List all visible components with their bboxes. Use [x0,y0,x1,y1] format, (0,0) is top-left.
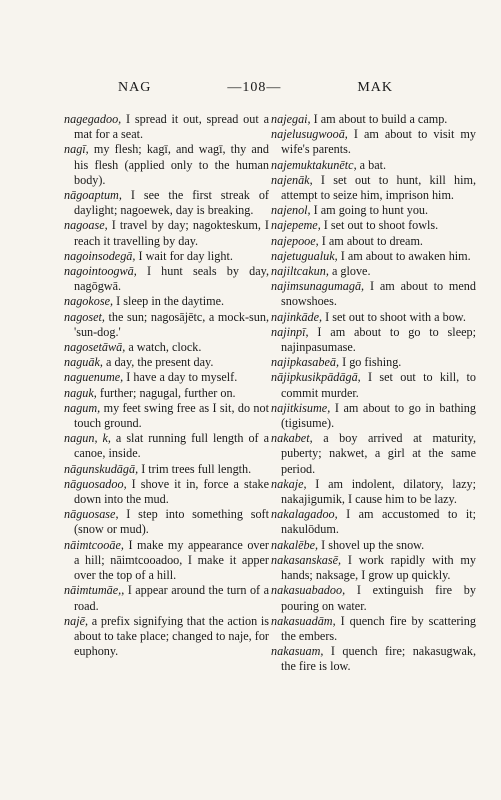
dictionary-entry [271,355,476,370]
entry-headword: nagoase, [64,218,108,233]
dictionary-entry [64,431,269,461]
entry-definition: I am about to awaken him. [337,248,471,263]
dictionary-entry [271,173,476,203]
entry-definition: I am about to visit my wife's parents. [281,127,476,157]
entry-headword: nagointoogwā, [64,264,137,279]
dictionary-entry [271,644,476,674]
entry-headword: najepeme, [271,218,321,233]
entry-headword: nājipkusikpādāgā, [271,370,361,385]
dictionary-entry [64,507,269,537]
entry-headword: najinpī, [271,324,309,339]
entry-headword: nagosetāwā, [64,340,126,355]
entry-definition: I hunt seals by day, nagōgwā. [74,264,269,294]
entry-definition: further; nagugal, further on. [96,385,236,400]
entry-headword: naguenume, [64,370,124,385]
dictionary-entry [271,264,476,279]
dictionary-entry [271,325,476,355]
dictionary-entry [64,340,269,355]
entry-definition: my flesh; kagī, and wagī, thy and his flesh (applied only to the human body). [74,142,269,187]
dictionary-entry [64,401,269,431]
entry-headword: nakaje, [271,476,307,491]
dictionary-entry [271,249,476,264]
entry-headword: naguk, [64,385,97,400]
entry-definition: I shovel up the snow. [318,537,425,552]
entry-headword: najenol, [271,203,311,218]
entry-definition: I travel by day; nagokteskum, I reach it travelling by day. [74,218,269,248]
entry-definition: I work rapidly with my hands; naksage, I grow up quickly. [281,552,476,583]
entry-headword: nagegadoo, [64,112,122,126]
entry-definition: I sleep in the daytime. [113,294,225,309]
entry-definition: my feet swing free as I sit, do not touch ground. [74,400,269,431]
entry-definition: the sun; nagosājētc, a mock-sun, 'sun-dog.' [74,309,269,339]
entry-definition: I am about to go in bathing (tigisume). [281,400,476,431]
entry-headword: nakalēbe, [271,537,319,552]
page-header [118,80,393,96]
entry-definition: I set out to kill, to commit murder. [281,370,476,400]
entry-definition: I wait for day light. [135,248,233,263]
entry-definition: , I appear around the turn of a road. [74,583,269,613]
entry-headword: najiltcakun, [271,264,329,279]
entry-definition: I extinguish fire by pouring on water. [281,583,476,613]
entry-definition: I am accustomed to it; nakulōdum. [281,507,476,537]
entry-headword: nāguosadoo, [64,476,127,491]
entry-headword: nagun, k, [64,431,111,446]
entry-definition: I quench fire; nakasugwak, the fire is low. [281,644,476,674]
entry-definition: I have a day to myself. [123,370,238,385]
entry-headword: nāimtumāe, [64,583,122,598]
entry-headword: najitkisume, [271,400,331,415]
dictionary-entry [64,583,269,613]
entry-headword: najipkasabeā, [271,355,340,370]
entry-definition: I make my appearance over a hill; nāimtcooadoo, I make it apper over the top of a hill. [74,537,269,583]
dictionary-entry [64,294,269,309]
dictionary-entry [64,218,269,248]
dictionary-entry [64,112,269,142]
entry-headword: nakasanskasē, [271,552,342,567]
entry-headword: nāimtcooāe, [64,537,124,552]
dictionary-entry [271,158,476,173]
dictionary-entry [64,142,269,188]
dictionary-entry [271,583,476,613]
entry-headword: najemuktakunētc, [271,157,357,172]
entry-definition: a watch, clock. [125,340,202,355]
entry-definition: a slat running full length of a canoe, inside. [74,431,269,461]
dictionary-entry [64,310,269,340]
entry-definition: I am about to build a camp. [310,112,448,126]
dictionary-entry [271,401,476,431]
dictionary-entry [271,431,476,477]
entry-headword: nakasuadām, [271,613,336,628]
entry-headword: nakasuam, [271,644,324,659]
dictionary-entry [271,203,476,218]
entry-headword: nāgunskudāgā, [64,461,139,476]
entry-definition: a prefix signifying that the action is about to take place; changed to naje, for euphony. [74,613,269,659]
entry-definition: I shove it in, force a stake down into the mud. [74,476,269,507]
entry-headword: naguāk, [64,355,103,370]
entry-headword: nakasuabadoo, [271,583,346,598]
entry-definition: I quench fire by scattering the embers. [281,613,476,643]
entry-headword: nagum, [64,400,101,415]
dictionary-entry [271,614,476,644]
entry-definition: I set out to shoot with a bow. [322,309,466,324]
entry-definition: a glove. [328,264,371,279]
dictionary-entry [271,127,476,157]
entry-definition: I set out to hunt, kill him, attempt to seize him, imprison him. [281,172,476,203]
dictionary-entry [64,249,269,264]
dictionary-entry [64,462,269,477]
page-number: —108— [227,80,282,95]
dictionary-entry [271,507,476,537]
dictionary-entry [271,538,476,553]
entry-headword: najelusugwooā, [271,127,348,142]
entry-headword: najegai, [271,112,311,126]
entry-definition: I step into something soft (snow or mud). [74,507,269,537]
dictionary-entry [271,279,476,309]
entry-definition: a day, the present day. [102,355,214,370]
entry-definition: I am about to dream. [318,233,423,248]
entry-headword: nagoset, [64,309,105,324]
header-right-guide-word: MAK [357,80,393,95]
entry-definition: I go fishing. [339,355,402,370]
entry-headword: najenāk, [271,172,313,187]
dictionary-entry [271,370,476,400]
entry-definition: I am going to hunt you. [310,203,429,218]
entry-headword: najinkāde, [271,309,323,324]
entry-definition: I spread it out, spread out a mat for a seat. [74,112,269,142]
dictionary-entry [64,370,269,385]
entry-definition: a boy arrived at maturity, puberty; nakwet, a girl at the same period. [281,431,476,476]
entry-definition: I am about to go to sleep; najinpasumase. [281,324,476,355]
entry-definition: I see the first streak of daylight; nagoewek, day is breaking. [74,188,269,218]
entry-headword: nakabet, [271,431,313,446]
dictionary-entry [271,310,476,325]
right-column [271,112,476,675]
dictionary-entry [64,614,269,660]
dictionary-entry [64,386,269,401]
dictionary-entry [271,234,476,249]
entry-headword: nāguosase, [64,507,119,522]
dictionary-entry [64,477,269,507]
entry-headword: nāgoaptum, [64,188,122,203]
entry-headword: nakalagadoo, [271,507,338,522]
dictionary-entry [271,112,476,127]
header-left-guide-word: NAG [118,80,152,95]
entry-definition: I trim trees full length. [138,461,252,476]
entry-headword: najē, [64,613,89,628]
dictionary-entry [271,218,476,233]
dictionary-entry [271,553,476,583]
entry-definition: I am about to mend snowshoes. [281,279,476,309]
entry-definition: a bat. [356,157,387,172]
dictionary-entry [64,264,269,294]
entry-headword: nagoinsodegā, [64,248,136,263]
entry-headword: najimsunagumagā, [271,279,365,294]
dictionary-entry [64,538,269,584]
dictionary-entry [64,188,269,218]
dictionary-entry [64,355,269,370]
dictionary-entry [271,477,476,507]
entry-headword: nagokose, [64,294,114,309]
left-column [64,112,269,659]
entry-definition: I set out to shoot fowls. [320,218,439,233]
entry-headword: najepooe, [271,233,319,248]
entry-headword: nagī, [64,142,89,157]
entry-headword: najetugualuk, [271,248,338,263]
entry-definition: I am indolent, dilatory, lazy; nakajigumik, I cause him to be lazy. [281,476,476,507]
